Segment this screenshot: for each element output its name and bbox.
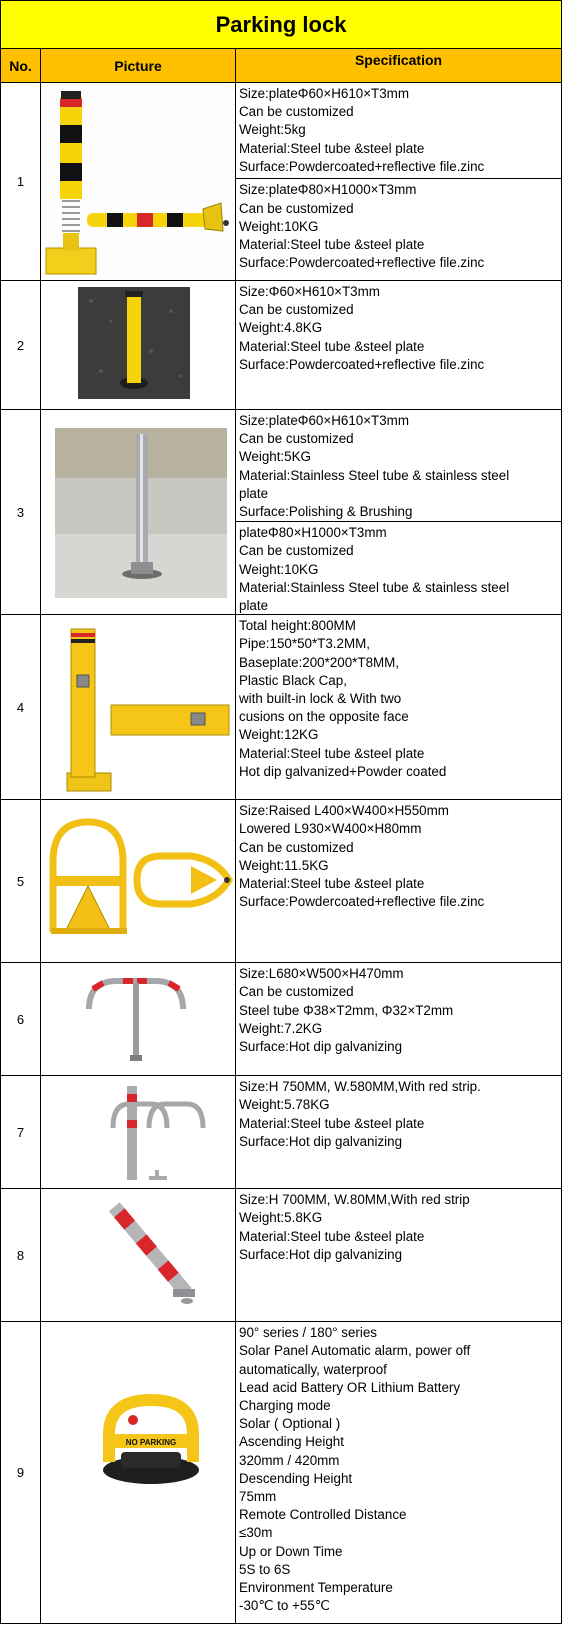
spec-line: Weight:11.5KG — [239, 857, 329, 873]
spec-line: Weight:7.2KG — [239, 1020, 323, 1036]
row-number: 4 — [1, 615, 41, 800]
spec-line: Surface:Powdercoated+reflective file.zinc — [239, 255, 485, 271]
product-photo-folding-post — [41, 1189, 236, 1322]
spec-line: Can be customized — [239, 543, 354, 559]
product-photo-square-post — [41, 615, 236, 800]
spec-line: Can be customized — [239, 984, 354, 1000]
spec-cell-4 — [236, 615, 562, 800]
spec-cell-5 — [236, 800, 562, 963]
spec-line: Weight:5kg — [239, 122, 306, 138]
header-picture: Picture — [41, 49, 236, 83]
square-post-image — [41, 615, 235, 799]
spec-line: Can be customized — [239, 431, 354, 447]
spec-line: Weight:5.78KG — [239, 1097, 330, 1113]
spec-line: Baseplate:200*200*T8MM, — [239, 654, 400, 670]
spec-line: Size:Φ60×H610×T3mm — [239, 284, 380, 299]
spec-line: Charging mode — [239, 1398, 331, 1414]
spec-line: Lead acid Battery OR Lithium Battery — [239, 1379, 461, 1395]
spec-line: Surface:Hot dip galvanizing — [239, 1133, 403, 1149]
spec-line: Plastic Black Cap, — [239, 672, 347, 688]
header-spec: Specification — [236, 49, 562, 83]
spec-line: Environment Temperature — [239, 1580, 393, 1596]
spec-line: Material:Steel tube &steel plate — [239, 237, 425, 253]
spec-cell-9 — [236, 1322, 562, 1624]
spec-cell-1b — [236, 179, 562, 281]
spec-line: Surface:Polishing & Brushing — [239, 504, 413, 520]
yellow-post-asphalt-image — [41, 281, 235, 409]
spec-line: Steel tube Φ38×T2mm, Φ32×T2mm — [239, 1002, 454, 1018]
spec-line: Weight:10KG — [239, 561, 319, 577]
spec-line: 5S to 6S — [239, 1561, 291, 1577]
spec-line: Solar Panel Automatic alarm, power off — [239, 1343, 471, 1359]
row-number: 3 — [1, 410, 41, 615]
product-photo-yellow-post — [41, 281, 236, 410]
spec-line: Hot dip galvanized+Powder coated — [239, 763, 447, 779]
spec-line: 320mm / 420mm — [239, 1452, 340, 1468]
red-strip-barrier-image — [41, 1076, 235, 1188]
product-photo-auto-lock — [41, 1322, 236, 1624]
product-photo-red-strip-barrier — [41, 1076, 236, 1189]
spec-line: Can be customized — [239, 302, 354, 318]
spec-line: Size:plateΦ80×H1000×T3mm — [239, 182, 417, 198]
spec-line: Pipe:150*50*T3.2MM, — [239, 636, 371, 652]
header-no: No. — [1, 49, 41, 83]
product-photo-arch-barrier — [41, 800, 236, 963]
spec-line: Material:Steel tube &steel plate — [239, 1115, 425, 1131]
spec-line: Material:Stainless Steel tube & stainless steel — [239, 467, 510, 483]
no-parking-label: NO PARKING — [125, 1438, 177, 1448]
spec-line: plate — [239, 485, 269, 501]
double-arch-image — [41, 963, 235, 1075]
spec-line: Size:L680×W500×H470mm — [239, 966, 404, 982]
spec-cell-8 — [236, 1189, 562, 1322]
yellow-post-lock-image — [41, 83, 235, 280]
spec-line: Surface:Hot dip galvanizing — [239, 1246, 403, 1262]
spec-line: 90° series / 180° series — [239, 1325, 377, 1341]
spec-line: Can be customized — [239, 200, 354, 216]
row-number: 2 — [1, 281, 41, 410]
spec-clip-box — [239, 524, 559, 614]
spec-cell-1a — [236, 83, 562, 179]
spec-line: plateΦ80×H1000×T3mm — [239, 525, 387, 541]
spec-line: automatically, waterproof — [239, 1361, 387, 1377]
row-number: 8 — [1, 1189, 41, 1322]
spec-line: with built-in lock & With two — [239, 691, 402, 707]
spec-cell-6 — [236, 963, 562, 1076]
spec-line: Can be customized — [239, 839, 354, 855]
product-photo-double-arch — [41, 963, 236, 1076]
spec-line: Material:Steel tube &steel plate — [239, 876, 425, 892]
row-number: 9 — [1, 1322, 41, 1624]
row-number: 6 — [1, 963, 41, 1076]
spec-line: Weight:12KG — [239, 727, 319, 743]
spec-line: plate — [239, 598, 269, 614]
spec-line: 75mm — [239, 1489, 277, 1505]
spec-line: Weight:5KG — [239, 449, 311, 465]
row-number: 5 — [1, 800, 41, 963]
product-photo-yellow-post-lock — [41, 83, 236, 281]
spec-cell-2 — [236, 281, 562, 410]
spec-line: Surface:Powdercoated+reflective file.zinc — [239, 356, 485, 372]
spec-line: Surface:Powdercoated+reflective file.zinc — [239, 158, 485, 174]
spec-cell-3b — [236, 522, 562, 615]
spec-line: Material:Steel tube &steel plate — [239, 745, 425, 761]
spec-line: Material:Steel tube &steel plate — [239, 140, 425, 156]
row-number: 1 — [1, 83, 41, 281]
arch-barrier-image — [41, 800, 235, 962]
spec-line: Weight:4.8KG — [239, 320, 323, 336]
spec-line: Descending Height — [239, 1470, 353, 1486]
spec-line: Remote Controlled Distance — [239, 1507, 407, 1523]
spec-line: Weight:5.8KG — [239, 1210, 323, 1226]
spec-line: Surface:Powdercoated+reflective file.zinc — [239, 894, 485, 910]
spec-line: Size:plateΦ60×H610×T3mm — [239, 86, 409, 101]
product-photo-stainless-post — [41, 410, 236, 615]
spec-line: Weight:10KG — [239, 218, 319, 234]
spec-line: cusions on the opposite face — [239, 709, 409, 725]
spec-cell-7 — [236, 1076, 562, 1189]
spec-line: Up or Down Time — [239, 1543, 343, 1559]
spec-line: Lowered L930×W400×H80mm — [239, 821, 422, 837]
spec-line: Solar ( Optional ) — [239, 1416, 341, 1432]
spec-line: Size:Raised L400×W400×H550mm — [239, 803, 449, 819]
spec-line: Material:Stainless Steel tube & stainless steel — [239, 579, 510, 595]
spec-line: Size:H 750MM, W.580MM,With red strip. — [239, 1079, 481, 1095]
spec-line: ≤30m — [239, 1525, 273, 1541]
table-title: Parking lock — [1, 1, 562, 49]
spec-cell-3a — [236, 410, 562, 522]
row-number: 7 — [1, 1076, 41, 1189]
stainless-post-image — [41, 414, 235, 610]
spec-line: -30℃ to +55℃ — [239, 1598, 330, 1614]
spec-line: Size:plateΦ60×H610×T3mm — [239, 413, 409, 428]
spec-line: Can be customized — [239, 104, 354, 120]
auto-lock-image — [41, 1322, 235, 1623]
spec-line: Ascending Height — [239, 1434, 344, 1450]
folding-post-image — [41, 1189, 235, 1321]
spec-line: Surface:Hot dip galvanizing — [239, 1039, 403, 1055]
spec-line: Total height:800MM — [239, 618, 356, 634]
spec-line: Material:Steel tube &steel plate — [239, 338, 425, 354]
spec-line: Material:Steel tube &steel plate — [239, 1228, 425, 1244]
spec-line: Size:H 700MM, W.80MM,With red strip — [239, 1192, 470, 1208]
